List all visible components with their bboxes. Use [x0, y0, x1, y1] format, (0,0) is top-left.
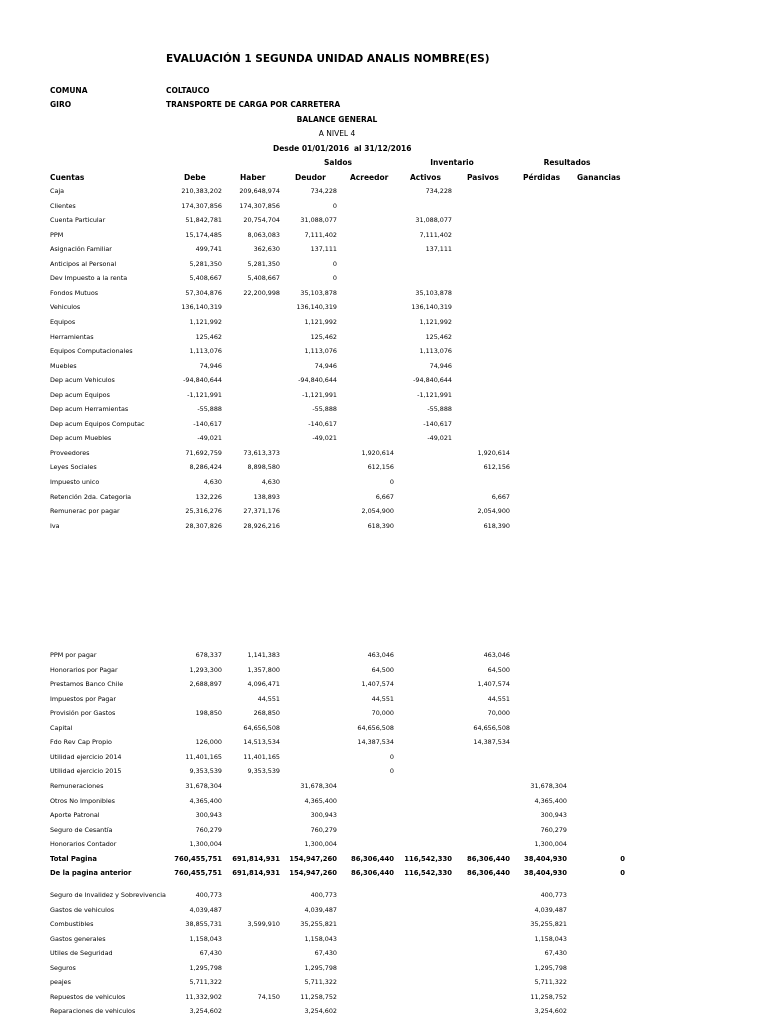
account-name: De la pagina anterior	[50, 869, 132, 878]
cell-pasivos: 6,667	[491, 492, 510, 501]
cell-debe: 1,158,043	[189, 934, 222, 943]
giro-value: TRANSPORTE DE CARGA POR CARRETERA	[166, 100, 341, 109]
account-name: Capital	[50, 723, 73, 732]
cell-debe: 1,121,992	[189, 317, 222, 326]
cell-deudor: 0	[332, 259, 337, 268]
cell-debe: 11,401,165	[185, 752, 222, 761]
cell-debe: 67,430	[199, 949, 222, 958]
account-name: Leyes Sociales	[50, 463, 97, 472]
account-name: Asignación Familiar	[50, 245, 112, 254]
comuna-label: COMUNA	[50, 86, 88, 95]
table-row	[0, 961, 768, 975]
account-name: Seguros	[50, 963, 76, 972]
account-name: Equipos Computacionales	[50, 347, 133, 356]
cell-debe: 198,850	[195, 709, 222, 718]
cell-acreedor: 0	[389, 478, 394, 486]
cell-debe: 71,692,759	[185, 448, 222, 457]
cell-activos: 734,228	[425, 187, 452, 195]
table-row	[0, 242, 768, 256]
cell-deudor: 67,430	[314, 949, 337, 958]
cell-haber: 8,898,580	[247, 463, 280, 472]
cell-haber: 362,630	[253, 245, 280, 254]
cell-deudor: 760,279	[310, 825, 337, 834]
cell-perdidas: 4,365,400	[534, 796, 567, 805]
account-name: Remuneraciones	[50, 781, 104, 790]
cell-acreedor: 70,000	[371, 709, 394, 718]
account-name: peajes	[50, 978, 71, 987]
cell-debe: 74,946	[199, 361, 222, 370]
cell-haber: 209,648,974	[239, 187, 280, 195]
giro-label: GIRO	[50, 100, 72, 109]
cell-pasivos: 14,387,534	[473, 738, 510, 747]
cell-deudor: -94,840,644	[298, 376, 337, 385]
table-row	[0, 692, 768, 706]
cell-perdidas: 1,295,798	[534, 963, 567, 972]
cell-deudor: 0	[332, 274, 337, 283]
table-row	[0, 199, 768, 213]
account-name: Total Pagina	[50, 854, 97, 863]
cell-debe: 25,316,276	[185, 507, 222, 516]
cell-activos: 1,121,992	[419, 317, 452, 326]
account-name: Fondos Mutuos	[50, 288, 99, 297]
cell-haber: 268,850	[253, 709, 280, 718]
cell-haber: 1,141,383	[247, 651, 280, 659]
cell-activos: -1,121,991	[417, 390, 452, 399]
cell-pasivos: 618,390	[483, 521, 510, 530]
account-name: Seguro de Invalidez y Sobrevivencia	[50, 891, 166, 899]
cell-acreedor: 64,500	[371, 665, 394, 674]
cell-haber: 73,613,373	[243, 448, 280, 457]
report-level: A NIVEL 4	[318, 129, 356, 138]
column-header-cuentas: Cuentas	[50, 173, 85, 182]
cell-debe: 4,365,400	[189, 796, 222, 805]
cell-acreedor: 463,046	[367, 651, 394, 659]
cell-deudor: 0	[332, 201, 337, 210]
table-row	[0, 721, 768, 735]
cell-activos: 116,542,330	[404, 869, 452, 878]
cell-debe: 760,455,751	[174, 869, 222, 878]
account-name: PPM	[50, 230, 64, 239]
cell-deudor: 5,711,322	[304, 978, 337, 987]
table-row	[0, 504, 768, 518]
cell-perdidas: 11,258,752	[530, 992, 567, 1001]
cell-deudor: 1,113,076	[304, 347, 337, 356]
account-name: Honorarios por Pagar	[50, 665, 118, 674]
column-header-perdidas: Pérdidas	[523, 173, 561, 182]
cell-debe: 1,293,300	[189, 665, 222, 674]
cell-perdidas: 4,039,487	[534, 905, 567, 914]
cell-debe: 1,300,004	[189, 840, 222, 849]
date-to: al 31/12/2016	[354, 144, 412, 153]
cell-pasivos: 86,306,440	[467, 854, 510, 863]
cell-haber: 74,150	[257, 992, 280, 1001]
cell-haber: 27,371,176	[243, 507, 280, 516]
table-row	[0, 764, 768, 778]
cell-debe: 31,678,304	[185, 781, 222, 790]
cell-ganancias: 0	[620, 869, 625, 878]
cell-acreedor: 1,920,614	[361, 448, 394, 457]
cell-activos: 35,103,878	[415, 288, 452, 297]
cell-debe: 4,039,487	[189, 905, 222, 914]
account-name: Repuestos de vehiculos	[50, 992, 126, 1001]
table-row	[0, 300, 768, 314]
cell-perdidas: 300,943	[540, 811, 567, 820]
cell-pasivos: 463,046	[483, 651, 510, 659]
table-row	[0, 213, 768, 227]
cell-debe: 11,332,902	[185, 992, 222, 1001]
cell-deudor: 1,295,798	[304, 963, 337, 972]
cell-debe: 3,254,602	[189, 1007, 222, 1016]
cell-activos: 1,113,076	[419, 347, 452, 356]
cell-activos: 116,542,330	[404, 854, 452, 863]
cell-deudor: 7,111,402	[304, 230, 337, 239]
cell-acreedor: 86,306,440	[351, 854, 394, 863]
cell-debe: 9,353,539	[189, 767, 222, 776]
account-name: Prestamos Banco Chile	[50, 680, 124, 689]
table-row	[0, 975, 768, 989]
cell-activos: -49,021	[427, 434, 452, 443]
cell-debe: 760,279	[195, 825, 222, 834]
cell-activos: -55,888	[427, 405, 452, 414]
cell-haber: 64,656,508	[243, 723, 280, 732]
account-name: Fdo Rev Cap Propio	[50, 738, 112, 747]
column-header-acreedor: Acreedor	[350, 173, 389, 182]
cell-perdidas: 31,678,304	[530, 781, 567, 790]
table-row	[0, 1004, 768, 1018]
cell-activos: -94,840,644	[413, 376, 452, 385]
cell-pasivos: 86,306,440	[467, 869, 510, 878]
account-name: Aporte Patronal	[50, 811, 100, 820]
cell-debe: 136,140,319	[181, 303, 222, 312]
cell-debe: -140,617	[193, 419, 222, 428]
account-name: Clientes	[50, 201, 76, 210]
cell-deudor: 1,300,004	[304, 840, 337, 849]
cell-debe: 678,337	[195, 651, 222, 659]
table-row	[0, 677, 768, 691]
cell-deudor: 11,258,752	[300, 992, 337, 1001]
table-row	[0, 446, 768, 460]
column-header-debe: Debe	[184, 173, 206, 182]
cell-perdidas: 67,430	[544, 949, 567, 958]
account-name: Dev Impuesto a la renta	[50, 274, 128, 283]
table-row	[0, 794, 768, 808]
comuna-value: COLTAUCO	[166, 86, 210, 95]
account-name: Dep acum Muebles	[50, 434, 112, 443]
table-row	[0, 706, 768, 720]
table-row	[0, 917, 768, 931]
cell-debe: 5,281,350	[189, 259, 222, 268]
cell-deudor: 4,365,400	[304, 796, 337, 805]
cell-haber: 1,357,800	[247, 665, 280, 674]
account-name: Dep acum Herramientas	[50, 405, 129, 414]
table-row	[0, 460, 768, 474]
cell-perdidas: 400,773	[540, 891, 567, 899]
cell-debe: 300,943	[195, 811, 222, 820]
cell-deudor: 154,947,260	[289, 869, 337, 878]
cell-deudor: 734,228	[310, 187, 337, 195]
cell-deudor: 1,158,043	[304, 934, 337, 943]
cell-debe: 174,307,856	[181, 201, 222, 210]
cell-debe: 760,455,751	[174, 854, 222, 863]
cell-debe: 2,688,897	[189, 680, 222, 689]
table-row	[0, 888, 768, 902]
column-header-activos: Activos	[410, 173, 441, 182]
cell-acreedor: 1,407,574	[361, 680, 394, 689]
cell-debe: 38,855,731	[185, 920, 222, 929]
account-name: Cuenta Particular	[50, 216, 106, 225]
table-row	[0, 932, 768, 946]
table-row	[0, 271, 768, 285]
cell-debe: 5,408,667	[189, 274, 222, 283]
account-name: Impuesto unico	[50, 478, 100, 486]
cell-pasivos: 612,156	[483, 463, 510, 472]
cell-activos: 74,946	[429, 361, 452, 370]
report-name: BALANCE GENERAL	[296, 115, 378, 124]
cell-haber: 8,063,083	[247, 230, 280, 239]
cell-debe: 1,295,798	[189, 963, 222, 972]
cell-deudor: 35,103,878	[300, 288, 337, 297]
group-saldos: Saldos	[323, 158, 353, 167]
cell-debe: 4,630	[203, 478, 222, 486]
account-name: Seguro de Cesantía	[50, 825, 113, 834]
cell-haber: 20,754,704	[243, 216, 280, 225]
account-name: Gastos generales	[50, 934, 106, 943]
cell-acreedor: 64,656,508	[357, 723, 394, 732]
table-row	[0, 648, 768, 662]
cell-deudor: 125,462	[310, 332, 337, 341]
cell-haber: 9,353,539	[247, 767, 280, 776]
group-inventario: Inventario	[430, 158, 474, 167]
cell-deudor: -1,121,991	[302, 390, 337, 399]
cell-haber: 3,599,910	[247, 920, 280, 929]
cell-perdidas: 35,255,821	[530, 920, 567, 929]
cell-acreedor: 0	[389, 752, 394, 761]
account-name: Utilidad ejercicio 2015	[50, 767, 122, 776]
document-title: EVALUACIÓN 1 SEGUNDA UNIDAD ANALIS NOMBRE(ES)	[166, 53, 490, 65]
table-row	[0, 475, 768, 489]
cell-perdidas: 38,404,930	[524, 869, 567, 878]
cell-acreedor: 44,551	[371, 694, 394, 703]
column-header-ganancias: Ganancias	[577, 173, 621, 182]
table-row	[0, 866, 768, 880]
cell-deudor: 31,088,077	[300, 216, 337, 225]
cell-debe: 210,383,202	[181, 187, 222, 195]
account-name: Muebles	[50, 361, 77, 370]
cell-debe: 125,462	[195, 332, 222, 341]
account-name: Iva	[50, 521, 60, 530]
cell-debe: 28,307,826	[185, 521, 222, 530]
account-name: Vehiculos	[50, 303, 81, 312]
cell-perdidas: 1,300,004	[534, 840, 567, 849]
cell-acreedor: 6,667	[375, 492, 394, 501]
account-name: Remunerac por pagar	[50, 507, 120, 516]
cell-activos: 7,111,402	[419, 230, 452, 239]
account-name: Honorarios Contador	[50, 840, 117, 849]
cell-debe: 57,304,876	[185, 288, 222, 297]
cell-haber: 138,893	[253, 492, 280, 501]
cell-deudor: -55,888	[312, 405, 337, 414]
column-header-haber: Haber	[240, 173, 266, 182]
account-name: PPM por pagar	[50, 651, 97, 659]
cell-acreedor: 2,054,900	[361, 507, 394, 516]
cell-deudor: 74,946	[314, 361, 337, 370]
table-row	[0, 779, 768, 793]
table-row	[0, 519, 768, 533]
cell-debe: 499,741	[195, 245, 222, 254]
cell-acreedor: 612,156	[367, 463, 394, 472]
account-name: Caja	[50, 187, 65, 195]
cell-debe: 15,174,485	[185, 230, 222, 239]
cell-debe: 126,000	[195, 738, 222, 747]
group-resultados: Resultados	[543, 158, 591, 167]
cell-acreedor: 618,390	[367, 521, 394, 530]
table-row	[0, 990, 768, 1004]
cell-ganancias: 0	[620, 854, 625, 863]
cell-deudor: 31,678,304	[300, 781, 337, 790]
cell-haber: 14,513,534	[243, 738, 280, 747]
table-row	[0, 402, 768, 416]
cell-debe: -55,888	[197, 405, 222, 414]
account-name: Provisión por Gastos	[50, 709, 116, 718]
cell-activos: 125,462	[425, 332, 452, 341]
cell-debe: 400,773	[195, 891, 222, 899]
cell-haber: 4,096,471	[247, 680, 280, 689]
account-name: Dep acum Equipos	[50, 390, 110, 399]
cell-deudor: 35,255,821	[300, 920, 337, 929]
cell-deudor: 400,773	[310, 891, 337, 899]
cell-perdidas: 760,279	[540, 825, 567, 834]
table-row	[0, 852, 768, 866]
cell-haber: 5,281,350	[247, 259, 280, 268]
cell-activos: 31,088,077	[415, 216, 452, 225]
cell-pasivos: 1,920,614	[477, 448, 510, 457]
cell-perdidas: 38,404,930	[524, 854, 567, 863]
cell-haber: 691,814,931	[232, 854, 280, 863]
cell-debe: 132,226	[195, 492, 222, 501]
cell-pasivos: 64,500	[487, 665, 510, 674]
cell-perdidas: 5,711,322	[534, 978, 567, 987]
cell-deudor: 136,140,319	[296, 303, 337, 312]
cell-pasivos: 1,407,574	[477, 680, 510, 689]
table-row	[0, 359, 768, 373]
account-name: Herramientas	[50, 332, 94, 341]
account-name: Retención 2da. Categoria	[50, 492, 132, 501]
table-row	[0, 823, 768, 837]
cell-debe: 51,842,781	[185, 216, 222, 225]
account-name: Otros No Imponibles	[50, 796, 116, 805]
table-row	[0, 903, 768, 917]
table-row	[0, 330, 768, 344]
cell-deudor: 1,121,992	[304, 317, 337, 326]
account-name: Gastos de vehiculos	[50, 905, 115, 914]
cell-acreedor: 86,306,440	[351, 869, 394, 878]
cell-pasivos: 70,000	[487, 709, 510, 718]
cell-debe: 5,711,322	[189, 978, 222, 987]
cell-acreedor: 0	[389, 767, 394, 776]
cell-haber: 11,401,165	[243, 752, 280, 761]
cell-debe: 8,286,424	[189, 463, 222, 472]
cell-haber: 691,814,931	[232, 869, 280, 878]
cell-debe: -49,021	[197, 434, 222, 443]
cell-debe: 1,113,076	[189, 347, 222, 356]
table-row	[0, 344, 768, 358]
cell-acreedor: 14,387,534	[357, 738, 394, 747]
cell-activos: -140,617	[423, 419, 452, 428]
table-row	[0, 490, 768, 504]
account-name: Anticipos al Personal	[50, 259, 117, 268]
column-header-deudor: Deudor	[295, 173, 326, 182]
table-row	[0, 946, 768, 960]
cell-haber: 22,200,998	[243, 288, 280, 297]
cell-haber: 4,630	[261, 478, 280, 486]
cell-deudor: 3,254,602	[304, 1007, 337, 1016]
cell-perdidas: 3,254,602	[534, 1007, 567, 1016]
cell-haber: 174,307,856	[239, 201, 280, 210]
cell-deudor: -49,021	[312, 434, 337, 443]
table-row	[0, 808, 768, 822]
account-name: Proveedores	[50, 448, 90, 457]
cell-activos: 136,140,319	[411, 303, 452, 312]
account-name: Dep acum Equipos Computac	[50, 419, 145, 428]
cell-pasivos: 64,656,508	[473, 723, 510, 732]
account-name: Dep acum Vehiculos	[50, 376, 115, 385]
cell-deudor: 300,943	[310, 811, 337, 820]
cell-debe: -94,840,644	[183, 376, 222, 385]
account-name: Utilidad ejercicio 2014	[50, 752, 122, 761]
table-row	[0, 184, 768, 198]
cell-pasivos: 2,054,900	[477, 507, 510, 516]
account-name: Equipos	[50, 317, 76, 326]
account-name: Impuestos por Pagar	[50, 694, 116, 703]
table-row	[0, 286, 768, 300]
cell-pasivos: 44,551	[487, 694, 510, 703]
cell-deudor: 154,947,260	[289, 854, 337, 863]
account-name: Combustibles	[50, 920, 94, 929]
account-name: Utiles de Seguridad	[50, 949, 113, 958]
table-row	[0, 228, 768, 242]
table-row	[0, 750, 768, 764]
cell-activos: 137,111	[425, 245, 452, 254]
cell-deudor: -140,617	[308, 419, 337, 428]
cell-deudor: 4,039,487	[304, 905, 337, 914]
table-row	[0, 417, 768, 431]
cell-haber: 5,408,667	[247, 274, 280, 283]
table-row	[0, 837, 768, 851]
table-row	[0, 735, 768, 749]
table-row	[0, 257, 768, 271]
table-row	[0, 431, 768, 445]
cell-haber: 28,926,216	[243, 521, 280, 530]
cell-haber: 44,551	[257, 694, 280, 703]
account-name: Reparaciones de vehiculos	[50, 1007, 136, 1016]
table-row	[0, 388, 768, 402]
date-from: Desde 01/01/2016	[273, 144, 350, 153]
cell-debe: -1,121,991	[187, 390, 222, 399]
column-header-pasivos: Pasivos	[467, 173, 499, 182]
table-row	[0, 315, 768, 329]
table-row	[0, 373, 768, 387]
cell-deudor: 137,111	[310, 245, 337, 254]
cell-perdidas: 1,158,043	[534, 934, 567, 943]
table-row	[0, 663, 768, 677]
